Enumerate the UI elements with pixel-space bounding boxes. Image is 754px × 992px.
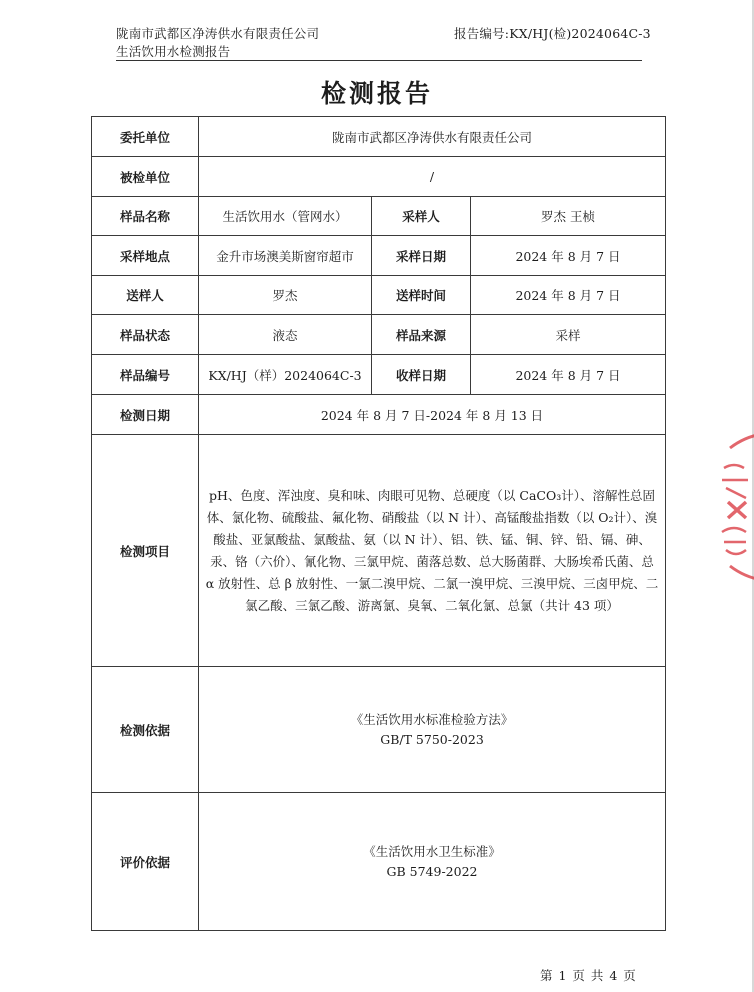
header-report-no: 报告编号:KX/HJ(检)2024064C-3 — [454, 26, 651, 41]
delivery-time-value: 2024 年 8 月 7 日 — [471, 276, 666, 315]
test-date-value: 2024 年 8 月 7 日-2024 年 8 月 13 日 — [199, 395, 666, 435]
receive-date-label: 收样日期 — [372, 355, 471, 395]
table-row — [92, 276, 666, 315]
page-title: 检测报告 — [320, 79, 433, 108]
client-value: 陇南市武都区净涛供水有限责任公司 — [199, 117, 666, 157]
seal-stamp — [700, 428, 754, 588]
seal-glyph-3 — [722, 528, 746, 554]
seal-arc-top — [730, 434, 754, 448]
table-row — [92, 355, 666, 395]
report-table — [91, 116, 666, 931]
table-row — [92, 197, 666, 236]
sample-state-label: 样品状态 — [92, 315, 199, 355]
sampling-date-label: 采样日期 — [372, 236, 471, 276]
eval-basis-cell — [199, 793, 666, 931]
sampling-site-label: 采样地点 — [92, 236, 199, 276]
sampler-value: 罗杰 王桢 — [471, 197, 666, 236]
table-row — [92, 667, 666, 793]
sample-no-label: 样品编号 — [92, 355, 199, 395]
delivery-time-label: 送样时间 — [372, 276, 471, 315]
page-footer: 第 1 页 共 4 页 — [540, 968, 637, 983]
test-basis-name: 《生活饮用水标准检验方法》 — [350, 711, 514, 727]
sample-no-value: KX/HJ（样）2024064C-3 — [199, 355, 372, 395]
sampler-label: 采样人 — [372, 197, 471, 236]
test-items-value: pH、色度、浑浊度、臭和味、肉眼可见物、总硬度（以 CaCO₃计）、溶解性总固体、氯化物、硫酸盐、氟化物、硝酸盐（以 N 计）、高锰酸盐指数（以 O₂计）、溴酸盐、亚氯酸盐、氯酸盐、氨（以 N 计）、铝、铁、锰、铜、锌、铅、镉、砷、汞、铬（六价）、氰化物、三氯甲烷、菌落总数、总大肠菌群、大肠埃希氏菌、总 α 放射性、总 β 放射性、一氯二溴甲烷、二氯一溴甲烷、三溴甲烷、三卤甲烷、二氯乙酸、三氯乙酸、游离氯、臭氧、二氧化氯、总氯（共计 43 项） — [199, 435, 666, 667]
sample-name-value: 生活饮用水（管网水） — [199, 197, 372, 236]
seal-arc-bottom — [730, 566, 754, 580]
sample-source-value: 采样 — [471, 315, 666, 355]
deliverer-value: 罗杰 — [199, 276, 372, 315]
eval-basis-name: 《生活饮用水卫生标准》 — [363, 843, 501, 859]
eval-basis-label: 评价依据 — [92, 793, 199, 931]
seal-stamp-marks — [722, 434, 754, 580]
test-items-label: 检测项目 — [92, 435, 199, 667]
table-row — [92, 157, 666, 197]
test-date-label: 检测日期 — [92, 395, 199, 435]
header-company: 陇南市武都区净涛供水有限责任公司 — [116, 26, 320, 41]
test-basis-label: 检测依据 — [92, 667, 199, 793]
header-report-type: 生活饮用水检测报告 — [116, 44, 231, 59]
inspected-value: / — [199, 157, 666, 197]
sample-state-value: 液态 — [199, 315, 372, 355]
sample-name-label: 样品名称 — [92, 197, 199, 236]
seal-glyph-2 — [728, 502, 746, 518]
table-row — [92, 236, 666, 276]
receive-date-value: 2024 年 8 月 7 日 — [471, 355, 666, 395]
client-label: 委托单位 — [92, 117, 199, 157]
table-row — [92, 793, 666, 931]
seal-glyph-1 — [722, 465, 748, 498]
table-row — [92, 395, 666, 435]
deliverer-label: 送样人 — [92, 276, 199, 315]
eval-basis-code: GB 5749-2022 — [386, 863, 478, 879]
header-rule — [116, 60, 642, 61]
table-row — [92, 435, 666, 667]
table-row — [92, 315, 666, 355]
sampling-site-value: 金升市场澳美斯窗帘超市 — [199, 236, 372, 276]
sampling-date-value: 2024 年 8 月 7 日 — [471, 236, 666, 276]
test-basis-code: GB/T 5750-2023 — [380, 731, 484, 747]
sample-source-label: 样品来源 — [372, 315, 471, 355]
test-basis-cell — [199, 667, 666, 793]
inspected-label: 被检单位 — [92, 157, 199, 197]
table-row — [92, 117, 666, 157]
